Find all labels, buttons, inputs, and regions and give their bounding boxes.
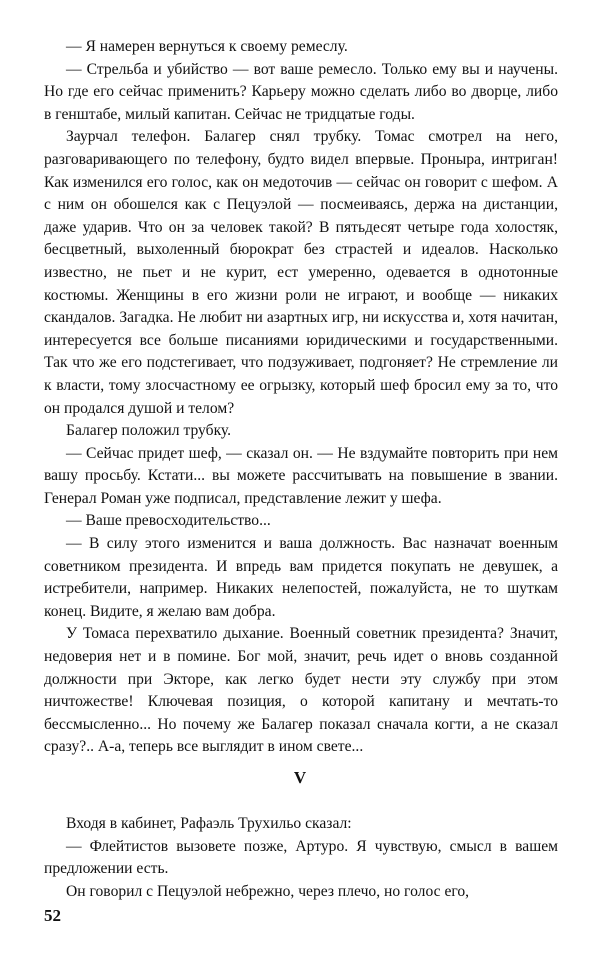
paragraph: Он говорил с Пецуэлой небрежно, через плечо, но голос его,	[66, 882, 470, 900]
paragraph: Балагер положил трубку.	[66, 422, 232, 440]
paragraph: — В силу этого изменится и ваша должность. Вас назначат военным советником президента. И впредь вам придется покупать не девушек, а истребители, например. Никаких нелепостей, пожалуйста, не то шуткам конец. Видите, я желаю вам добра.	[44, 535, 558, 620]
page-number: 52	[44, 906, 61, 925]
paragraph: У Томаса перехватило дыхание. Военный советник президента? Значит, недоверия нет и в помине. Бог мой, значит, речь идет о вновь созданной должности при Экторе, как легко будет нести эту службу при этом ничтожестве! Ключевая позиция, о которой капитану и мечтать-то бессмысленно... Но почему же Балагер показал сначала когти, а не сказал сразу?.. А-а, теперь все выглядит в ином свете...	[44, 625, 558, 756]
paragraph: Входя в кабинет, Рафаэль Трухильо сказал:	[66, 815, 352, 832]
paragraph: — Я намерен вернуться к своему ремеслу.	[66, 38, 348, 55]
main-text	[44, 36, 558, 759]
paragraph: — Сейчас придет шеф, — сказал он. — Не вздумайте повторить при нем вашу просьбу. Кстати... вы можете рассчитывать на повышение в звании. Генерал Роман уже подписал, представление лежит у шефа.	[44, 444, 558, 507]
chapter-heading: V	[293, 768, 307, 787]
paragraph: — Флейтистов вызовете позже, Артуро. Я чувствую, смысл в вашем предложении есть.	[44, 837, 558, 878]
paragraph: Заурчал телефон. Балагер снял трубку. Томас смотрел на него, разговаривающего по телефону, будто видел впервые. Проныра, интриган! Как изменился его голос, как он медоточив — сейчас он говорит с шефом. А с ним он обошелся как с Пецуэлой — посмеиваясь, держа на дистанции, даже ударив. Что он за человек такой? В пятьдесят четыре года холостяк, бесцветный, выхоленный бюрократ без страстей и идеалов. Насколько известно, не пьет и не курит, ест умеренно, одевается в однотонные костюмы. Женщины в его жизни роли не играют, и вообще — никаких скандалов. Загадка. Не любит ни азартных игр, ни искусства и, хотя начитан, интересуется все больше писаниями юридическими и государственными. Так что же его подстегивает, что подзуживает, подгоняет? Не стремление ли к власти, тому злосчастному ее огрызку, который шеф бросил ему за то, что он продался душой и телом?	[44, 128, 558, 417]
paragraph: — Ваше превосходительство...	[66, 512, 271, 530]
paragraph: — Стрельба и убийство — вот ваше ремесло. Только ему вы и научены. Но где его сейчас применить? Карьеру можно сделать либо во дворце, либо в генштабе, милый капитан. Сейчас не тридцатые годы.	[44, 60, 558, 123]
chapter-text	[44, 813, 558, 903]
